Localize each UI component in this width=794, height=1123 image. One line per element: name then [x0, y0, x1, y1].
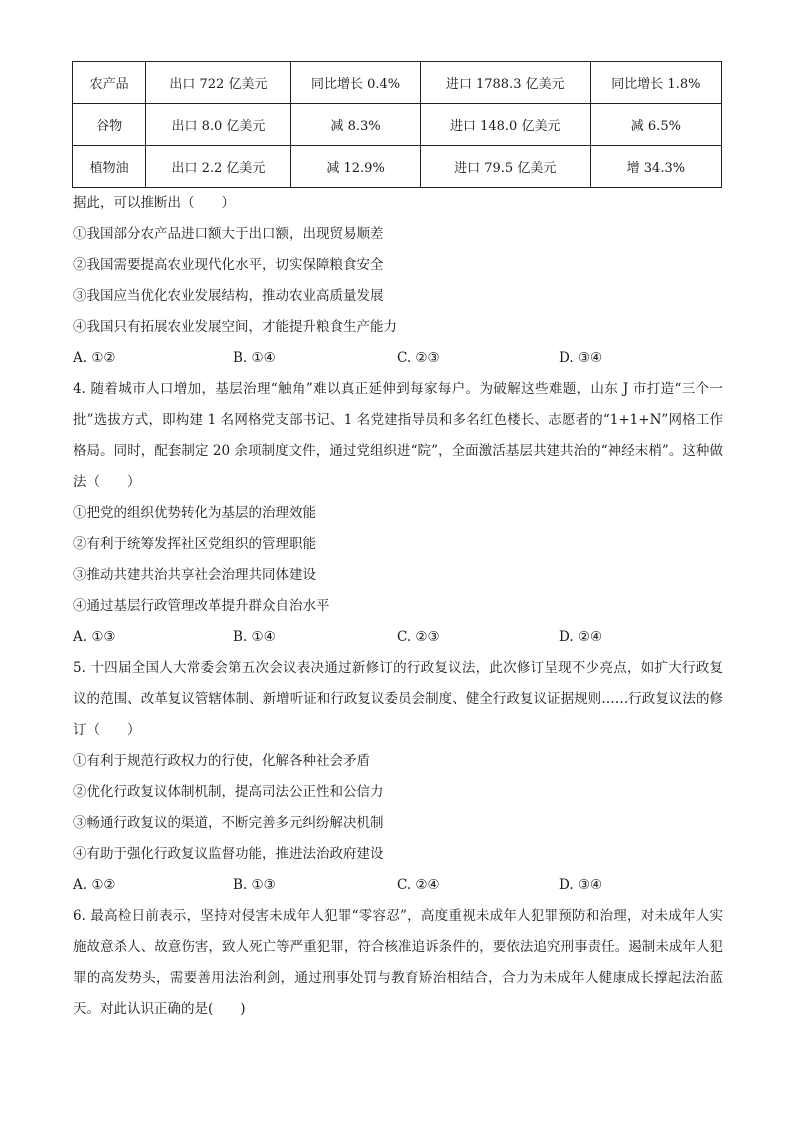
- statement-item: ③我国应当优化农业发展结构，推动农业高质量发展: [73, 288, 384, 304]
- statement-item: ④有助于强化行政复议监督功能，推进法治政府建设: [73, 846, 384, 862]
- table-cell: 谷物: [73, 104, 146, 146]
- table-cell: 植物油: [73, 146, 146, 188]
- statement-item: ①把党的组织优势转化为基层的治理效能: [73, 505, 316, 521]
- table-row: [73, 104, 722, 146]
- option-c[interactable]: C. ②③: [397, 629, 440, 645]
- answer-options: [73, 343, 723, 374]
- option-a[interactable]: A. ①③: [73, 629, 116, 645]
- question-stem: 6. 最高检日前表示，坚持对侵害未成年人犯罪“零容忍”，高度重视未成年人犯罪预防和治理，对未成年人实施故意杀人、故意伤害，致人死亡等严重犯罪，符合核准追诉条件的，要依法追究刑事责任。遏制未成年人犯罪的高发势头，需要善用法治利剑，通过刑事处罚与教育矫治相结合，合力为未成年人健康成长撑起法治蓝天。对此认识正确的是( ): [73, 908, 723, 1017]
- trade-data-table: [72, 61, 722, 188]
- table-row: [73, 146, 722, 188]
- table-cell: 农产品: [73, 62, 146, 104]
- statement-item: ②优化行政复议体制机制，提高司法公正性和公信力: [73, 784, 384, 800]
- table-cell: 同比增长 0.4%: [291, 62, 420, 104]
- table-cell: 出口 722 亿美元: [146, 62, 291, 104]
- table-cell: 出口 2.2 亿美元: [146, 146, 291, 188]
- statement-item: ③畅通行政复议的渠道，不断完善多元纠纷解决机制: [73, 815, 384, 831]
- table-cell: 进口 148.0 亿美元: [420, 104, 590, 146]
- statement-item: ③推动共建共治共享社会治理共同体建设: [73, 567, 316, 583]
- statement-item: ②我国需要提高农业现代化水平，切实保障粮食安全: [73, 257, 384, 273]
- table-row: [73, 62, 722, 104]
- answer-options: [73, 622, 723, 653]
- option-a[interactable]: A. ①②: [73, 350, 116, 366]
- statement-item: ④通过基层行政管理改革提升群众自治水平: [73, 598, 330, 614]
- table-cell: 进口 1788.3 亿美元: [420, 62, 590, 104]
- option-d[interactable]: D. ③④: [559, 350, 603, 366]
- table-cell: 减 12.9%: [291, 146, 420, 188]
- table-cell: 增 34.3%: [590, 146, 721, 188]
- option-c[interactable]: C. ②③: [397, 350, 440, 366]
- table-cell: 减 8.3%: [291, 104, 420, 146]
- option-d[interactable]: D. ②④: [559, 629, 603, 645]
- question-content: [73, 188, 723, 1025]
- option-b[interactable]: B. ①④: [233, 629, 276, 645]
- table-cell: 减 6.5%: [590, 104, 721, 146]
- question-stem: 4. 随着城市人口增加，基层治理“触角”难以真正延伸到每家每户。为破解这些难题，山东 J 市打造“三个一批”选拔方式，即构建 1 名网格党支部书记、1 名党建指导员和多名红色楼长、志愿者的“1+1+N”网格工作格局。同时，配套制定 20 余项制度文件，通过党组织进“院”，全面激活基层共建共治的“神经末梢”。这种做法（ ）: [73, 381, 723, 490]
- table-cell: 同比增长 1.8%: [590, 62, 721, 104]
- answer-options: [73, 870, 723, 901]
- question-prompt: 据此，可以推断出（ ）: [73, 195, 235, 211]
- option-b[interactable]: B. ①③: [233, 877, 276, 893]
- statement-item: ④我国只有拓展农业发展空间，才能提升粮食生产能力: [73, 319, 397, 335]
- statement-item: ①有利于规范行政权力的行使，化解各种社会矛盾: [73, 753, 370, 769]
- table-cell: 出口 8.0 亿美元: [146, 104, 291, 146]
- statement-item: ①我国部分农产品进口额大于出口额，出现贸易顺差: [73, 226, 384, 242]
- table-cell: 进口 79.5 亿美元: [420, 146, 590, 188]
- option-b[interactable]: B. ①④: [233, 350, 276, 366]
- question-stem: 5. 十四届全国人大常委会第五次会议表决通过新修订的行政复议法，此次修订呈现不少亮点，如扩大行政复议的范围、改革复议管辖体制、新增听证和行政复议委员会制度、健全行政复议证据规则……行政复议法的修订（ ）: [73, 660, 723, 738]
- option-a[interactable]: A. ①②: [73, 877, 116, 893]
- option-d[interactable]: D. ③④: [559, 877, 603, 893]
- option-c[interactable]: C. ②④: [397, 877, 440, 893]
- statement-item: ②有利于统筹发挥社区党组织的管理职能: [73, 536, 316, 552]
